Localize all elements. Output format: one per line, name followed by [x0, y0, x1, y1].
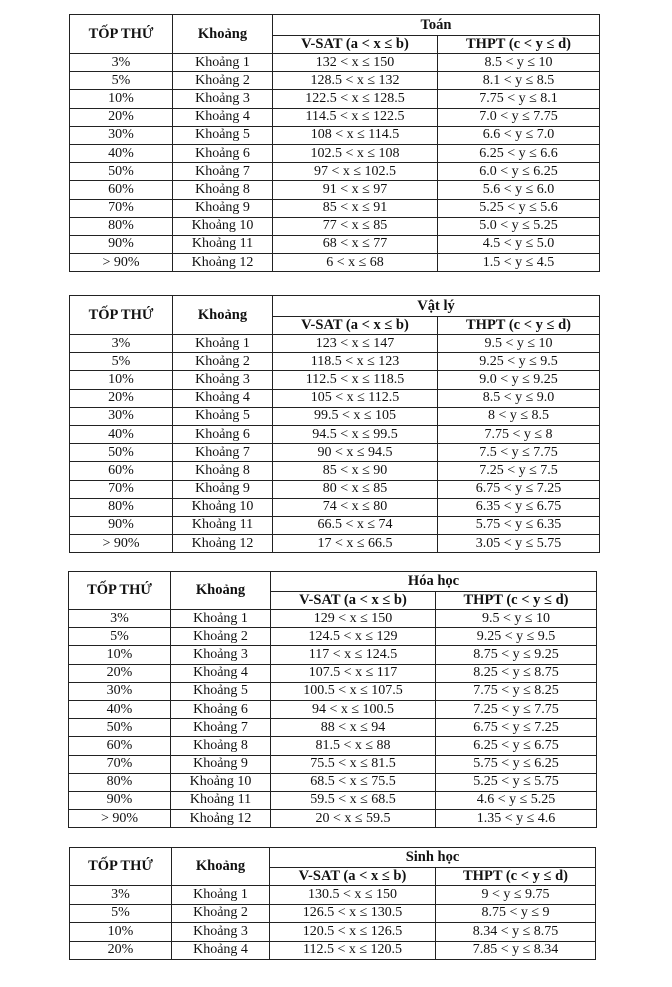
table-row — [70, 90, 600, 108]
header-thpt: THPT (c < y ≤ d) — [438, 36, 600, 54]
cell-top: > 90% — [69, 810, 171, 828]
cell-vsat: 112.5 < x ≤ 120.5 — [270, 941, 436, 960]
cell-khoang: Khoảng 5 — [171, 682, 271, 700]
cell-top: 3% — [69, 610, 171, 628]
cell-khoang: Khoảng 1 — [173, 335, 273, 353]
cell-top: 3% — [70, 886, 172, 905]
table-row — [69, 810, 597, 828]
cell-khoang: Khoảng 10 — [173, 217, 273, 235]
cell-top: 70% — [69, 755, 171, 773]
cell-thpt: 6.35 < y ≤ 6.75 — [438, 498, 600, 516]
header-khoang: Khoảng — [173, 15, 273, 54]
cell-thpt: 8.34 < y ≤ 8.75 — [436, 923, 596, 942]
table-row — [70, 335, 600, 353]
cell-khoang: Khoảng 4 — [171, 664, 271, 682]
table-row — [69, 791, 597, 809]
cell-thpt: 8.1 < y ≤ 8.5 — [438, 72, 600, 90]
table-row — [70, 425, 600, 443]
table-row — [70, 54, 600, 72]
cell-top: 10% — [70, 90, 173, 108]
header-top: TỐP THỨ — [70, 848, 172, 886]
cell-top: 40% — [70, 425, 173, 443]
cell-khoang: Khoảng 7 — [173, 444, 273, 462]
table-row — [69, 682, 597, 700]
cell-thpt: 9.25 < y ≤ 9.5 — [436, 628, 597, 646]
cell-top: 40% — [70, 144, 173, 162]
cell-vsat: 132 < x ≤ 150 — [273, 54, 438, 72]
cell-top: 5% — [70, 72, 173, 90]
cell-khoang: Khoảng 4 — [173, 389, 273, 407]
table-row — [70, 353, 600, 371]
header-khoang: Khoảng — [171, 572, 271, 610]
cell-khoang: Khoảng 10 — [171, 773, 271, 791]
cell-vsat: 105 < x ≤ 112.5 — [273, 389, 438, 407]
header-vsat: V-SAT (a < x ≤ b) — [270, 868, 436, 886]
cell-thpt: 6.25 < y ≤ 6.6 — [438, 144, 600, 162]
cell-thpt: 8.75 < y ≤ 9 — [436, 904, 596, 923]
cell-thpt: 7.5 < y ≤ 7.75 — [438, 444, 600, 462]
cell-top: 50% — [69, 719, 171, 737]
table-row — [70, 126, 600, 144]
cell-top: 3% — [70, 335, 173, 353]
cell-top: 10% — [70, 923, 172, 942]
cell-khoang: Khoảng 6 — [173, 144, 273, 162]
table-row — [70, 516, 600, 534]
cell-top: 5% — [70, 904, 172, 923]
cell-khoang: Khoảng 8 — [173, 181, 273, 199]
cell-top: 30% — [69, 682, 171, 700]
cell-thpt: 7.85 < y ≤ 8.34 — [436, 941, 596, 960]
cell-khoang: Khoảng 8 — [173, 462, 273, 480]
cell-vsat: 97 < x ≤ 102.5 — [273, 163, 438, 181]
cell-top: 10% — [70, 371, 173, 389]
cell-vsat: 129 < x ≤ 150 — [271, 610, 436, 628]
header-khoang: Khoảng — [173, 296, 273, 335]
header-thpt: THPT (c < y ≤ d) — [438, 317, 600, 335]
table-row — [69, 737, 597, 755]
cell-top: 20% — [70, 389, 173, 407]
cell-thpt: 9.5 < y ≤ 10 — [436, 610, 597, 628]
cell-vsat: 112.5 < x ≤ 118.5 — [273, 371, 438, 389]
table-row — [70, 498, 600, 516]
header-vsat: V-SAT (a < x ≤ b) — [273, 36, 438, 54]
cell-top: 20% — [70, 108, 173, 126]
table-row — [69, 719, 597, 737]
cell-vsat: 130.5 < x ≤ 150 — [270, 886, 436, 905]
cell-khoang: Khoảng 1 — [172, 886, 270, 905]
cell-khoang: Khoảng 2 — [173, 353, 273, 371]
cell-vsat: 74 < x ≤ 80 — [273, 498, 438, 516]
cell-vsat: 68.5 < x ≤ 75.5 — [271, 773, 436, 791]
cell-vsat: 114.5 < x ≤ 122.5 — [273, 108, 438, 126]
cell-thpt: 7.25 < y ≤ 7.75 — [436, 700, 597, 718]
cell-vsat: 126.5 < x ≤ 130.5 — [270, 904, 436, 923]
cell-thpt: 8 < y ≤ 8.5 — [438, 407, 600, 425]
cell-khoang: Khoảng 12 — [173, 535, 273, 553]
cell-thpt: 5.0 < y ≤ 5.25 — [438, 217, 600, 235]
cell-top: 90% — [70, 235, 173, 253]
cell-thpt: 6.0 < y ≤ 6.25 — [438, 163, 600, 181]
cell-khoang: Khoảng 10 — [173, 498, 273, 516]
cell-top: 80% — [69, 773, 171, 791]
header-khoang: Khoảng — [172, 848, 270, 886]
cell-top: 60% — [69, 737, 171, 755]
cell-vsat: 75.5 < x ≤ 81.5 — [271, 755, 436, 773]
cell-thpt: 7.25 < y ≤ 7.5 — [438, 462, 600, 480]
cell-vsat: 128.5 < x ≤ 132 — [273, 72, 438, 90]
table-row — [69, 755, 597, 773]
cell-khoang: Khoảng 2 — [172, 904, 270, 923]
cell-vsat: 94 < x ≤ 100.5 — [271, 700, 436, 718]
cell-top: 50% — [70, 444, 173, 462]
cell-top: 20% — [69, 664, 171, 682]
cell-thpt: 9.0 < y ≤ 9.25 — [438, 371, 600, 389]
cell-thpt: 5.25 < y ≤ 5.6 — [438, 199, 600, 217]
table-row — [70, 462, 600, 480]
cell-khoang: Khoảng 11 — [173, 516, 273, 534]
cell-thpt: 9.25 < y ≤ 9.5 — [438, 353, 600, 371]
table-row — [70, 108, 600, 126]
table-row — [70, 480, 600, 498]
table-row — [70, 923, 596, 942]
table-row — [70, 444, 600, 462]
cell-vsat: 77 < x ≤ 85 — [273, 217, 438, 235]
cell-vsat: 120.5 < x ≤ 126.5 — [270, 923, 436, 942]
cell-thpt: 4.5 < y ≤ 5.0 — [438, 235, 600, 253]
cell-khoang: Khoảng 8 — [171, 737, 271, 755]
table-row — [70, 941, 596, 960]
cell-vsat: 118.5 < x ≤ 123 — [273, 353, 438, 371]
cell-thpt: 6.75 < y ≤ 7.25 — [438, 480, 600, 498]
table-row — [70, 371, 600, 389]
cell-vsat: 85 < x ≤ 90 — [273, 462, 438, 480]
cell-vsat: 99.5 < x ≤ 105 — [273, 407, 438, 425]
table-row — [70, 254, 600, 272]
cell-khoang: Khoảng 3 — [173, 371, 273, 389]
subject-title: Vật lý — [273, 296, 600, 317]
table-row — [70, 217, 600, 235]
cell-top: > 90% — [70, 535, 173, 553]
cell-thpt: 7.75 < y ≤ 8.1 — [438, 90, 600, 108]
cell-khoang: Khoảng 2 — [173, 72, 273, 90]
cell-top: 70% — [70, 199, 173, 217]
cell-vsat: 123 < x ≤ 147 — [273, 335, 438, 353]
cell-vsat: 80 < x ≤ 85 — [273, 480, 438, 498]
cell-thpt: 8.25 < y ≤ 8.75 — [436, 664, 597, 682]
cell-top: > 90% — [70, 254, 173, 272]
cell-thpt: 6.75 < y ≤ 7.25 — [436, 719, 597, 737]
cell-vsat: 108 < x ≤ 114.5 — [273, 126, 438, 144]
cell-top: 30% — [70, 407, 173, 425]
cell-khoang: Khoảng 12 — [171, 810, 271, 828]
cell-khoang: Khoảng 9 — [173, 199, 273, 217]
table-row — [70, 72, 600, 90]
table-row — [70, 407, 600, 425]
cell-khoang: Khoảng 9 — [171, 755, 271, 773]
table-row — [70, 389, 600, 407]
cell-khoang: Khoảng 4 — [172, 941, 270, 960]
cell-top: 60% — [70, 462, 173, 480]
table-row — [70, 163, 600, 181]
header-thpt: THPT (c < y ≤ d) — [436, 868, 596, 886]
cell-vsat: 91 < x ≤ 97 — [273, 181, 438, 199]
cell-khoang: Khoảng 1 — [171, 610, 271, 628]
table-row — [70, 144, 600, 162]
cell-thpt: 7.75 < y ≤ 8 — [438, 425, 600, 443]
cell-top: 50% — [70, 163, 173, 181]
cell-vsat: 17 < x ≤ 66.5 — [273, 535, 438, 553]
cell-thpt: 3.05 < y ≤ 5.75 — [438, 535, 600, 553]
score-table-vat-ly — [69, 295, 600, 553]
cell-thpt: 1.35 < y ≤ 4.6 — [436, 810, 597, 828]
cell-vsat: 88 < x ≤ 94 — [271, 719, 436, 737]
score-table-sinh-hoc — [69, 847, 596, 960]
cell-top: 90% — [69, 791, 171, 809]
cell-khoang: Khoảng 5 — [173, 407, 273, 425]
table-row — [70, 199, 600, 217]
table-row — [69, 664, 597, 682]
cell-top: 30% — [70, 126, 173, 144]
table-row — [69, 700, 597, 718]
cell-top: 90% — [70, 516, 173, 534]
cell-top: 5% — [69, 628, 171, 646]
header-top: TỐP THỨ — [70, 15, 173, 54]
cell-khoang: Khoảng 3 — [171, 646, 271, 664]
cell-top: 40% — [69, 700, 171, 718]
cell-khoang: Khoảng 9 — [173, 480, 273, 498]
cell-thpt: 5.6 < y ≤ 6.0 — [438, 181, 600, 199]
cell-vsat: 85 < x ≤ 91 — [273, 199, 438, 217]
header-thpt: THPT (c < y ≤ d) — [436, 592, 597, 610]
cell-khoang: Khoảng 11 — [173, 235, 273, 253]
cell-thpt: 1.5 < y ≤ 4.5 — [438, 254, 600, 272]
cell-vsat: 20 < x ≤ 59.5 — [271, 810, 436, 828]
cell-thpt: 9 < y ≤ 9.75 — [436, 886, 596, 905]
subject-title: Toán — [273, 15, 600, 36]
cell-thpt: 9.5 < y ≤ 10 — [438, 335, 600, 353]
table-row — [69, 646, 597, 664]
table-row — [69, 773, 597, 791]
cell-vsat: 117 < x ≤ 124.5 — [271, 646, 436, 664]
subject-title: Hóa học — [271, 572, 597, 592]
cell-thpt: 7.75 < y ≤ 8.25 — [436, 682, 597, 700]
cell-khoang: Khoảng 11 — [171, 791, 271, 809]
table-row — [70, 904, 596, 923]
cell-khoang: Khoảng 3 — [173, 90, 273, 108]
cell-top: 3% — [70, 54, 173, 72]
cell-khoang: Khoảng 2 — [171, 628, 271, 646]
cell-khoang: Khoảng 7 — [171, 719, 271, 737]
header-vsat: V-SAT (a < x ≤ b) — [273, 317, 438, 335]
table-row — [70, 535, 600, 553]
cell-khoang: Khoảng 1 — [173, 54, 273, 72]
cell-thpt: 4.6 < y ≤ 5.25 — [436, 791, 597, 809]
table-row — [70, 886, 596, 905]
cell-vsat: 94.5 < x ≤ 99.5 — [273, 425, 438, 443]
cell-khoang: Khoảng 4 — [173, 108, 273, 126]
subject-title: Sinh học — [270, 848, 596, 868]
cell-thpt: 8.5 < y ≤ 9.0 — [438, 389, 600, 407]
cell-vsat: 59.5 < x ≤ 68.5 — [271, 791, 436, 809]
cell-vsat: 102.5 < x ≤ 108 — [273, 144, 438, 162]
cell-top: 5% — [70, 353, 173, 371]
score-table-toan — [69, 14, 600, 272]
cell-top: 10% — [69, 646, 171, 664]
cell-vsat: 6 < x ≤ 68 — [273, 254, 438, 272]
cell-top: 20% — [70, 941, 172, 960]
cell-thpt: 5.25 < y ≤ 5.75 — [436, 773, 597, 791]
cell-top: 70% — [70, 480, 173, 498]
cell-top: 60% — [70, 181, 173, 199]
header-top: TỐP THỨ — [69, 572, 171, 610]
cell-vsat: 90 < x ≤ 94.5 — [273, 444, 438, 462]
cell-thpt: 7.0 < y ≤ 7.75 — [438, 108, 600, 126]
table-row — [70, 235, 600, 253]
header-top: TỐP THỨ — [70, 296, 173, 335]
cell-khoang: Khoảng 7 — [173, 163, 273, 181]
cell-khoang: Khoảng 6 — [171, 700, 271, 718]
cell-vsat: 107.5 < x ≤ 117 — [271, 664, 436, 682]
cell-vsat: 122.5 < x ≤ 128.5 — [273, 90, 438, 108]
table-row — [70, 181, 600, 199]
score-table-hoa-hoc — [68, 571, 597, 828]
cell-khoang: Khoảng 3 — [172, 923, 270, 942]
cell-khoang: Khoảng 5 — [173, 126, 273, 144]
cell-thpt: 6.25 < y ≤ 6.75 — [436, 737, 597, 755]
cell-vsat: 100.5 < x ≤ 107.5 — [271, 682, 436, 700]
cell-vsat: 124.5 < x ≤ 129 — [271, 628, 436, 646]
cell-thpt: 8.5 < y ≤ 10 — [438, 54, 600, 72]
cell-vsat: 81.5 < x ≤ 88 — [271, 737, 436, 755]
cell-top: 80% — [70, 498, 173, 516]
cell-vsat: 66.5 < x ≤ 74 — [273, 516, 438, 534]
cell-khoang: Khoảng 6 — [173, 425, 273, 443]
table-row — [69, 610, 597, 628]
cell-thpt: 8.75 < y ≤ 9.25 — [436, 646, 597, 664]
cell-khoang: Khoảng 12 — [173, 254, 273, 272]
cell-vsat: 68 < x ≤ 77 — [273, 235, 438, 253]
cell-thpt: 5.75 < y ≤ 6.25 — [436, 755, 597, 773]
table-row — [69, 628, 597, 646]
cell-thpt: 6.6 < y ≤ 7.0 — [438, 126, 600, 144]
cell-thpt: 5.75 < y ≤ 6.35 — [438, 516, 600, 534]
cell-top: 80% — [70, 217, 173, 235]
header-vsat: V-SAT (a < x ≤ b) — [271, 592, 436, 610]
